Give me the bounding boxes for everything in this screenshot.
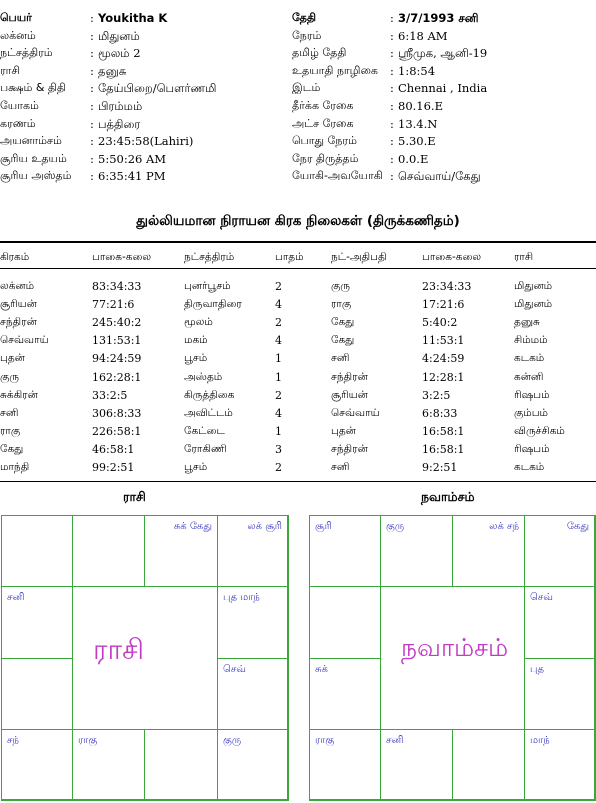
table-cell: புதன் (0, 352, 25, 365)
info_right-separator: : (390, 134, 394, 149)
table-header-cell: நட்சத்திரம் (184, 251, 235, 263)
table-cell: செவ்வாய் (331, 406, 380, 419)
info_left-label: கரணம் (0, 116, 36, 130)
info_right-value: 13.4.N (398, 116, 438, 131)
info_left-value: 23:45:58(Lahiri) (98, 134, 194, 149)
table-cell: 16:58:1 (422, 424, 465, 438)
table-cell: விருச்சிகம் (514, 424, 565, 437)
rasi_chart-house-planets: சனி (7, 592, 25, 603)
table-cell: 23:34:33 (422, 280, 472, 293)
info_left-value: Youkitha K (98, 11, 168, 25)
info_left-label: லக்னம் (0, 28, 36, 42)
info_right-label: தமிழ் தேதி (292, 46, 347, 60)
rasi_chart-house (144, 515, 218, 587)
table-cell: ரிஷபம் (514, 388, 550, 401)
table-top-rule (0, 241, 596, 243)
rasi_chart-house-planets: ராகு (78, 735, 98, 746)
table-cell: திருவாதிரை (184, 298, 242, 311)
rasi_chart-house (72, 729, 145, 800)
table-cell: 2 (275, 280, 282, 293)
table-cell: 99:2:51 (92, 461, 135, 474)
info_left-label: சூரிய உதயம் (0, 151, 67, 165)
table-cell: மகம் (184, 334, 208, 347)
table-cell: கேது (331, 334, 355, 347)
rasi_chart-house-planets: சுக் கேது (173, 521, 212, 532)
navamsa_chart-house (524, 515, 595, 587)
info_right-separator: : (390, 63, 394, 78)
table-cell: கிருத்திகை (184, 388, 235, 401)
table-row (0, 461, 596, 477)
info_right-value: 1:8:54 (398, 63, 436, 78)
info_right-label: தேதி (292, 11, 316, 24)
navamsa_chart-house-planets: ராகு (315, 735, 335, 746)
table-header-rule (0, 268, 596, 269)
navamsa_chart-house (380, 515, 453, 587)
table-cell: பூசம் (184, 461, 208, 473)
navamsa_chart-center-label: நவாம்சம் (401, 633, 509, 662)
info_left-label: யோகம் (0, 99, 39, 112)
table-cell: மாந்தி (0, 461, 30, 473)
rasi_chart-house-planets: சந் (7, 735, 19, 746)
navamsa_chart-house-planets: மாந் (530, 735, 550, 746)
navamsa_chart-house-planets: லக் சந் (489, 521, 519, 532)
rasi_chart-center-label: ராசி (93, 633, 145, 666)
table-row (0, 425, 596, 441)
table-cell: கேது (331, 316, 355, 329)
table-cell: 4 (275, 298, 282, 312)
info_left-separator: : (90, 169, 94, 184)
table-header-row (0, 251, 596, 267)
table-cell: சிம்மம் (514, 334, 548, 347)
rasi_chart-house (72, 515, 145, 587)
info_left-label: சூரிய அஸ்தம் (0, 169, 72, 183)
table-cell: 226:58:1 (92, 424, 142, 438)
navamsa-chart (309, 515, 596, 801)
info_right-label: அட்ச ரேகை (292, 116, 354, 130)
table-cell: சனி (331, 461, 350, 473)
navamsa_chart-house (452, 729, 525, 800)
table-cell: புனர்பூசம் (184, 280, 231, 292)
rasi_chart-house (1, 729, 73, 800)
rasi_chart-house-planets: லக் சூரி (247, 521, 282, 532)
table-cell: கன்னி (514, 370, 544, 383)
table-cell: 33:2:5 (92, 388, 128, 402)
info_left-value: மூலம் 2 (98, 46, 141, 61)
table-header-cell: நட்-அதிபதி (331, 251, 387, 263)
navamsa_chart-house-planets: புத (530, 664, 544, 675)
navamsa_chart-house (524, 586, 595, 659)
navamsa-chart-title: நவாம்சம் (421, 489, 475, 504)
info_left-value: பத்திரை (98, 116, 141, 131)
navamsa_chart-house (380, 729, 453, 800)
table-cell: மூலம் (184, 316, 213, 329)
info_right-label: நேரம் (292, 28, 322, 42)
info_left-separator: : (90, 116, 94, 131)
info_left-label: நட்சத்திரம் (0, 46, 53, 60)
info_left-separator: : (90, 99, 94, 113)
table-cell: கும்பம் (514, 406, 548, 419)
table-header-cell: பாதம் (275, 251, 304, 263)
info_left-label: அயனாம்சம் (0, 134, 62, 148)
rasi_chart-house-planets: புத மாந் (223, 592, 260, 603)
navamsa_chart-house-planets: சனி (386, 735, 404, 746)
table-cell: லக்னம் (0, 280, 35, 292)
table-header-cell: ராசி (514, 251, 534, 263)
rasi_chart-house-planets: குரு (223, 735, 242, 746)
table-cell: மிதுனம் (514, 280, 553, 292)
info_left-value: பிரம்மம் (98, 99, 143, 113)
rasi_chart-house (217, 586, 288, 659)
info_left-separator: : (90, 81, 94, 96)
info_left-value: மிதுனம் (98, 28, 140, 43)
info_right-separator: : (390, 151, 394, 166)
navamsa_chart-house (452, 515, 525, 587)
info_right-label: உதயாதி நாழிகை (292, 63, 378, 77)
table-cell: அஸ்தம் (184, 370, 223, 383)
table-cell: கேட்டை (184, 424, 225, 437)
info_right-label: இடம் (292, 81, 321, 95)
info_right-separator: : (390, 11, 394, 25)
table-cell: கடகம் (514, 352, 545, 365)
info_left-label: பக்ஷம் & திதி (0, 81, 66, 95)
table-cell: 16:58:1 (422, 442, 465, 456)
info_right-value: Chennai , India (398, 81, 488, 96)
table-cell: மிதுனம் (514, 298, 553, 311)
table-row (0, 280, 596, 296)
rasi_chart-house (1, 658, 73, 730)
table-row (0, 389, 596, 405)
info_right-separator: : (390, 81, 394, 96)
navamsa_chart-house (309, 515, 381, 587)
navamsa_chart-house-planets: சூரி (315, 521, 332, 532)
info_right-label: தீர்க்க ரேகை (292, 99, 354, 112)
table-cell: 77:21:6 (92, 298, 135, 312)
table-cell: குரு (331, 280, 351, 292)
table-row (0, 334, 596, 350)
table-cell: பூசம் (184, 352, 208, 365)
table-header-cell: பாகை-கலை (92, 251, 152, 263)
info_left-separator: : (90, 134, 94, 149)
table-cell: கடகம் (514, 461, 545, 473)
table-cell: 11:53:1 (422, 334, 465, 348)
rasi_chart-house (1, 586, 73, 659)
rasi_chart-house (217, 729, 288, 800)
info_right-value: 5.30.E (398, 134, 436, 149)
info_right-separator: : (390, 99, 394, 113)
table-cell: 3 (275, 442, 282, 456)
table-header-cell: கிரகம் (0, 251, 30, 263)
table-cell: 12:28:1 (422, 370, 465, 384)
info_left-value: தனுசு (98, 63, 127, 78)
table-cell: 83:34:33 (92, 280, 142, 293)
info_right-value: 80.16.E (398, 99, 443, 113)
info_left-separator: : (90, 151, 94, 166)
navamsa_chart-house-planets: செவ் (530, 592, 553, 603)
navamsa_chart-house (309, 658, 381, 730)
table-cell: 1 (275, 370, 282, 384)
table-cell: சூரியன் (331, 388, 368, 401)
info_left-label: ராசி (0, 63, 21, 77)
table-cell: ராகு (331, 298, 352, 311)
table-cell: 1 (275, 424, 282, 438)
table-cell: சனி (331, 352, 350, 365)
table-row (0, 443, 596, 459)
table-cell: 245:40:2 (92, 316, 142, 330)
table-row (0, 371, 596, 387)
navamsa_chart-house (524, 658, 595, 730)
navamsa_chart-house (309, 729, 381, 800)
table-cell: சந்திரன் (331, 370, 368, 383)
table-cell: 306:8:33 (92, 406, 142, 420)
info_left-label: பெயர் (0, 11, 32, 24)
navamsa_chart-house-planets: சுக் (315, 664, 328, 675)
info_left-value: 5:50:26 AM (98, 151, 167, 166)
table-cell: 46:58:1 (92, 442, 135, 456)
info_right-separator: : (390, 116, 394, 131)
table-cell: சுக்கிரன் (0, 388, 38, 401)
info_left-separator: : (90, 63, 94, 78)
info_right-label: பொது நேரம் (292, 134, 357, 148)
info_left-value: தேய்பிறை/பௌர்ணமி (98, 81, 217, 96)
table-cell: 131:53:1 (92, 334, 142, 348)
table-cell: செவ்வாய் (0, 334, 49, 347)
table-cell: 4 (275, 406, 282, 420)
table-cell: குரு (0, 370, 20, 383)
rasi_chart-house (144, 729, 218, 800)
rasi-chart-title: ராசி (123, 489, 146, 504)
table-cell: சனி (0, 406, 19, 419)
table-cell: 4:24:59 (422, 352, 465, 366)
info_right-separator: : (390, 169, 394, 184)
info_right-label: யோகி-அவயோகி (292, 169, 383, 183)
info_right-value: செவ்வாய்/கேது (398, 169, 481, 184)
table-cell: சந்திரன் (331, 442, 368, 455)
table-cell: 94:24:59 (92, 352, 142, 366)
table-cell: 4 (275, 334, 282, 348)
table-cell: 162:28:1 (92, 370, 142, 384)
table-cell: புதன் (331, 424, 356, 437)
info_right-label: நேர திருத்தம் (292, 151, 359, 165)
table-cell: சந்திரன் (0, 316, 37, 329)
info_left-value: 6:35:41 PM (98, 169, 166, 184)
info_right-value: 3/7/1993 சனி (398, 11, 479, 25)
info_right-value: 0.0.E (398, 151, 429, 166)
table-cell: 3:2:5 (422, 388, 451, 402)
navamsa_chart-house (309, 586, 381, 659)
table-cell: 2 (275, 316, 282, 330)
table-cell: ரோகிணி (184, 442, 227, 455)
table-cell: 5:40:2 (422, 316, 458, 330)
table-cell: சூரியன் (0, 298, 37, 311)
rasi_chart-house (1, 515, 73, 587)
planet-positions-title: துல்லியமான நிராயன கிரக நிலைகள் (திருக்கணிதம்) (136, 213, 460, 229)
table-cell: 2 (275, 461, 282, 474)
table-cell: அவிட்டம் (184, 406, 233, 419)
info_right-separator: : (390, 28, 394, 43)
table-cell: ராகு (0, 424, 21, 437)
table-cell: 17:21:6 (422, 298, 465, 312)
info_right-separator: : (390, 46, 394, 61)
rasi-chart (1, 515, 289, 801)
table-header-cell: பாகை-கலை (422, 251, 482, 263)
rasi_chart-house-planets: செவ் (223, 664, 246, 675)
table-cell: 2 (275, 388, 282, 402)
table-cell: தனுசு (514, 316, 540, 329)
rasi_chart-house (217, 658, 288, 730)
table-row (0, 298, 596, 314)
rasi_chart-house (217, 515, 288, 587)
table-row (0, 407, 596, 423)
info_left-separator: : (90, 46, 94, 61)
info_right-value: ஸ்ரீமுக, ஆனி-19 (398, 46, 488, 61)
navamsa_chart-house-planets: கேது (566, 521, 589, 532)
table-cell: 9:2:51 (422, 461, 458, 474)
table-row (0, 316, 596, 332)
table-cell: ரிஷபம் (514, 442, 550, 455)
table-bottom-rule (0, 481, 596, 482)
table-cell: கேது (0, 442, 24, 455)
info_left-separator: : (90, 11, 94, 25)
table-cell: 1 (275, 352, 282, 366)
table-cell: 6:8:33 (422, 406, 458, 420)
info_left-separator: : (90, 28, 94, 43)
info_right-value: 6:18 AM (398, 28, 448, 43)
table-row (0, 352, 596, 368)
navamsa_chart-house-planets: குரு (386, 521, 405, 532)
navamsa_chart-house (524, 729, 595, 800)
